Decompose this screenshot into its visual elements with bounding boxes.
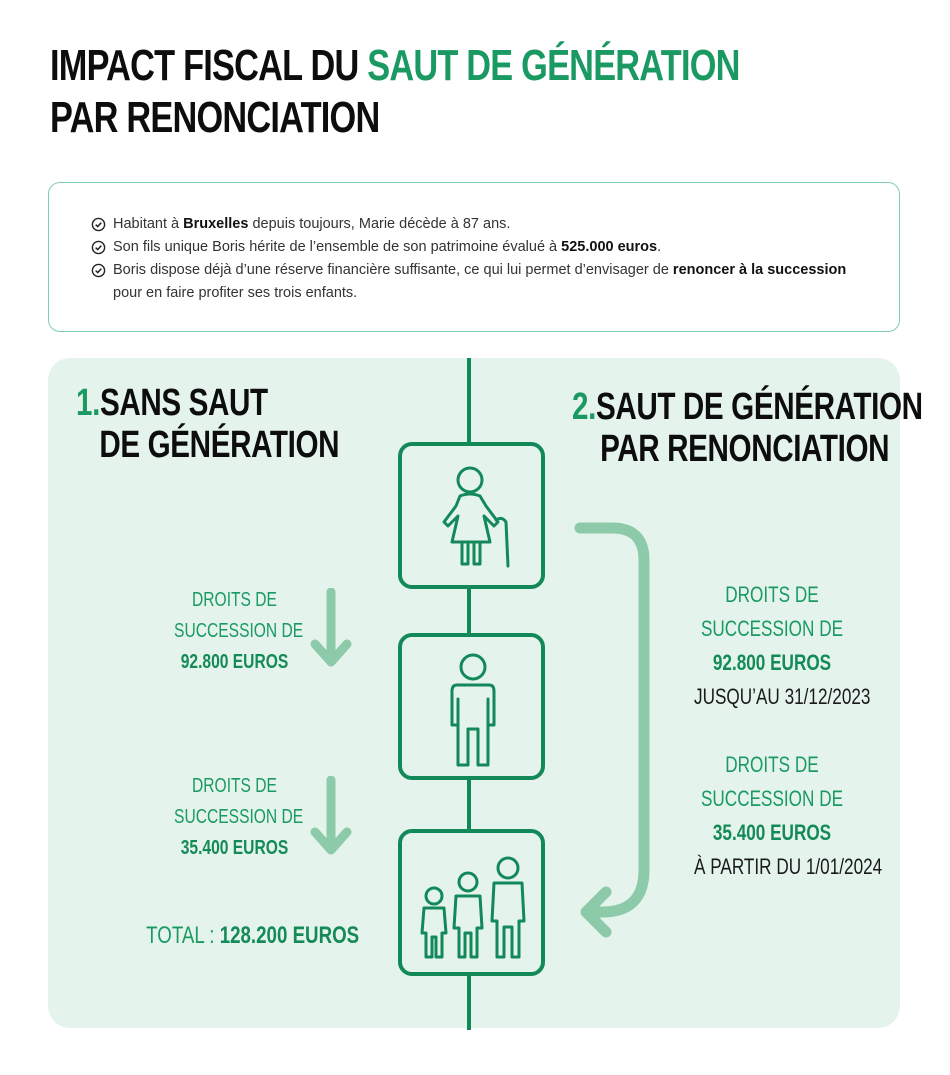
children-box [398, 829, 545, 976]
intro-box [48, 182, 900, 332]
arrow-down-icon [309, 588, 353, 670]
label-line: DROITS DE [725, 582, 819, 607]
label-line: SUCCESSION DE [174, 806, 304, 828]
children-icon [402, 833, 541, 972]
right-block-1 [694, 578, 871, 714]
intro-text: depuis toujours, Marie décède à 87 ans. [248, 216, 511, 232]
left-heading-line-1 [76, 382, 339, 424]
man-box [398, 633, 545, 780]
right-block-2-note: À PARTIR DU 1/01/2024 [694, 854, 883, 879]
left-heading [76, 382, 339, 466]
intro-bold: 525.000 euros [561, 239, 658, 255]
intro-text: Son fils unique Boris hérite de l’ensemble de son patrimoine évalué à [113, 239, 562, 255]
left-total [146, 920, 360, 951]
right-heading-number: 2. [572, 386, 596, 428]
intro-text: . [657, 239, 662, 255]
right-heading-text: SAUT DE GÉNÉRATION [595, 386, 923, 428]
grandmother-box [398, 442, 545, 589]
left-step-2-label [174, 771, 304, 864]
curved-arrow-icon [572, 518, 664, 938]
right-heading-line-2: PAR RENONCIATION [600, 428, 890, 470]
left-heading-text: SANS SAUT [99, 382, 268, 424]
intro-bold: renoncer à la succession [672, 262, 847, 278]
label-line: DROITS DE [725, 752, 819, 777]
label-line: DROITS DE [192, 589, 277, 611]
man-icon [402, 637, 541, 776]
left-step-1-label [174, 585, 304, 678]
label-line: SUCCESSION DE [174, 620, 304, 642]
page-title [50, 40, 740, 144]
intro-item [91, 213, 853, 236]
label-line: SUCCESSION DE [700, 786, 844, 811]
left-step-1-amount: 92.800 EUROS [180, 651, 289, 673]
left-heading-line-2: DE GÉNÉRATION [99, 424, 340, 466]
grandmother-icon [402, 446, 541, 585]
right-block-2 [694, 748, 883, 884]
total-label: TOTAL : [146, 922, 220, 949]
intro-list [49, 183, 899, 305]
intro-bold: Bruxelles [183, 216, 249, 232]
arrow-down-icon [309, 776, 353, 858]
left-step-2-amount: 35.400 EUROS [180, 837, 289, 859]
intro-text: pour en faire profiter ses trois enfants. [113, 285, 358, 301]
total-value: 128.200 EUROS [219, 922, 360, 949]
label-line: DROITS DE [192, 775, 277, 797]
left-heading-number: 1. [76, 382, 100, 424]
title-line-1 [50, 40, 740, 92]
intro-text: Habitant à [113, 216, 184, 232]
right-heading-line-1 [572, 386, 923, 428]
intro-item [91, 236, 853, 259]
label-line: SUCCESSION DE [700, 616, 844, 641]
intro-text: Boris dispose déjà d’une réserve financière suffisante, ce qui lui permet d’envisager de [113, 262, 673, 278]
right-block-1-note: JUSQU’AU 31/12/2023 [694, 684, 871, 709]
title-line-2: PAR RENONCIATION [50, 93, 380, 142]
title-accent: SAUT DE GÉNÉRATION [367, 41, 740, 90]
right-block-1-amount: 92.800 EUROS [712, 650, 832, 675]
title-prefix: IMPACT FISCAL DU [50, 41, 368, 90]
intro-item [91, 259, 853, 305]
right-block-2-amount: 35.400 EUROS [712, 820, 832, 845]
check-circle-icon [91, 263, 106, 278]
check-circle-icon [91, 217, 106, 232]
right-heading [572, 386, 923, 470]
check-circle-icon [91, 240, 106, 255]
